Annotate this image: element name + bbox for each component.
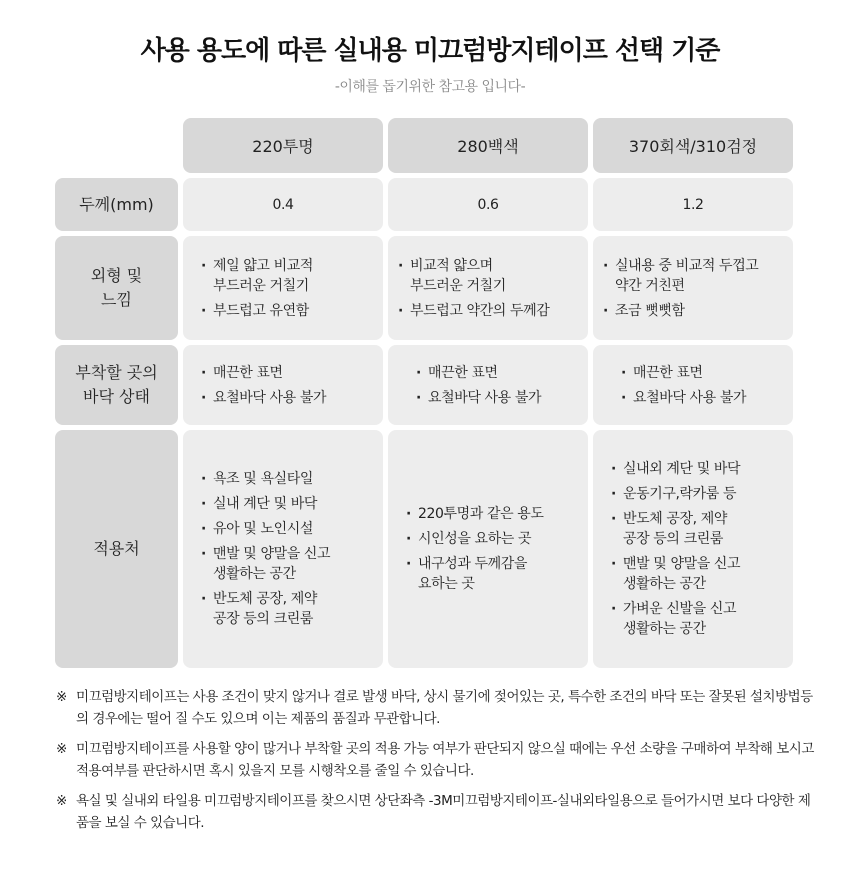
appearance-list-220 [213,251,369,326]
list-item: · 부드럽고 약간의 두께감 [410,301,574,321]
appearance-list-370 [615,251,787,326]
list-item: · 부드럽고 유연함 [213,301,369,321]
note-text: 욕실 및 실내외 타일용 미끄럼방지테이프를 찾으시면 상단좌측 -3M미끄럼방지테이프-실내외타일용으로 들어가시면 보다 다양한 제품을 보실 수 있습니다. [76,793,811,831]
appearance-cell-280 [388,236,588,340]
note-item [56,686,816,730]
appearance-cell-220 [183,236,383,340]
column-header-220-clear: 220투명 [183,118,383,173]
list-item: · 시인성을 요하는 곳 [418,529,574,549]
list-item: · 맨발 및 양말을 신고 생활하는 공간 [213,544,369,584]
application-cell-370 [593,430,793,668]
list-item: · 반도체 공장, 제약 공장 등의 크린룸 [623,509,779,549]
list-item: · 요철바닥 사용 불가 [213,388,369,408]
thickness-value-280: 0.6 [388,178,588,231]
column-header-370-gray-310-black: 370회색/310검정 [593,118,793,173]
list-item: · 220투명과 같은 용도 [418,504,574,524]
surface-cell-370 [593,345,793,425]
list-item: · 욕조 및 욕실타일 [213,469,369,489]
notes-section [56,686,816,842]
list-item: · 반도체 공장, 제약 공장 등의 크린룸 [213,589,369,629]
application-list-370 [623,454,779,644]
surface-list-280 [428,358,574,413]
list-item: · 조금 뻣뻣함 [615,301,787,321]
page-title: 사용 용도에 따른 실내용 미끄럼방지테이프 선택 기준 [140,36,720,66]
list-item: · 맨발 및 양말을 신고 생활하는 공간 [623,554,779,594]
application-list-280 [418,499,574,599]
application-cell-280 [388,430,588,668]
reference-mark-icon: ※ [56,793,67,809]
list-item: · 비교적 얇으며 부드러운 거칠기 [410,256,574,296]
surface-list-220 [213,358,369,413]
thickness-value-220: 0.4 [183,178,383,231]
note-item [56,738,816,782]
appearance-list-280 [410,251,574,326]
list-item: · 실내용 중 비교적 두껍고 약간 거친편 [615,256,787,296]
application-list-220 [213,464,369,634]
list-item: · 내구성과 두께감을 요하는 곳 [418,554,574,594]
application-cell-220 [183,430,383,668]
list-item: · 매끈한 표면 [213,363,369,383]
note-text: 미끄럼방지테이프를 사용할 양이 많거나 부착할 곳의 적용 가능 여부가 판단되지 않으실 때에는 우선 소량을 구매하여 부착해 보시고 적용여부를 판단하시면 혹시 있을지 모를 시행착오를 줄일 수 있습니다. [76,741,814,779]
column-header-280-white: 280백색 [388,118,588,173]
row-header-thickness: 두께(mm) [55,178,178,231]
surface-list-370 [633,358,779,413]
list-item: · 요철바닥 사용 불가 [428,388,574,408]
list-item: · 실내 계단 및 바닥 [213,494,369,514]
list-item: · 유아 및 노인시설 [213,519,369,539]
list-item: · 가벼운 신발을 신고 생활하는 공간 [623,599,779,639]
note-text: 미끄럼방지테이프는 사용 조건이 맞지 않거나 결로 발생 바닥, 상시 물기에 젖어있는 곳, 특수한 조건의 바닥 또는 잘못된 설치방법등의 경우에는 떨어 질 수도 있으며 이는 제품의 품질과 무관합니다. [76,689,813,727]
surface-cell-220 [183,345,383,425]
list-item: · 실내외 계단 및 바닥 [623,459,779,479]
surface-cell-280 [388,345,588,425]
page-subtitle: -이해를 돕기위한 참고용 입니다- [334,79,526,95]
list-item: · 매끈한 표면 [633,363,779,383]
row-header-application: 적용처 [55,430,178,668]
list-item: · 운동기구,락카룸 등 [623,484,779,504]
list-item: · 요철바닥 사용 불가 [633,388,779,408]
thickness-value-370: 1.2 [593,178,793,231]
note-item [56,790,816,834]
appearance-cell-370 [593,236,793,340]
row-header-appearance: 외형 및 느낌 [55,236,178,340]
reference-mark-icon: ※ [56,741,67,757]
list-item: · 제일 얇고 비교적 부드러운 거칠기 [213,256,369,296]
row-header-surface: 부착할 곳의 바닥 상태 [55,345,178,425]
reference-mark-icon: ※ [56,689,67,705]
list-item: · 매끈한 표면 [428,363,574,383]
